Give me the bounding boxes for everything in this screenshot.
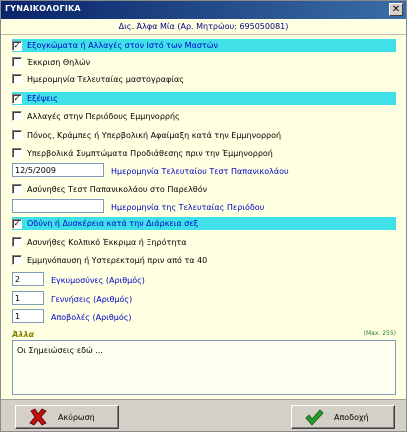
checkmark-icon: [304, 407, 324, 427]
pap-abnormal-checkbox[interactable]: [12, 184, 22, 194]
breast-section-header[interactable]: [12, 39, 396, 52]
window-title: ΓΥΝΑΙΚΟΛΟΓΙΚΑ: [5, 4, 81, 13]
period-changes-row[interactable]: [12, 109, 180, 123]
last-period-input[interactable]: [12, 199, 104, 213]
early-menopause-label: Εμμηνόπαυση ή Υστερεκτομή πριν από τα 40: [27, 255, 208, 265]
vaginal-discharge-checkbox[interactable]: [12, 237, 22, 247]
notes-max-label: (Max. 255): [363, 330, 396, 337]
breast-section-label: Εξογκώματα ή Αλλαγές στον Ιστό των Μαστών: [27, 41, 218, 50]
period-pain-row[interactable]: [12, 128, 281, 142]
premenstrual-symptoms-label: Υπερβολικά Συμπτώματα Προδιάθεσης πριν την Έμμηνορροή: [27, 148, 273, 158]
notes-textarea[interactable]: Οι Σημειώσεις εδώ ...: [12, 340, 396, 395]
last-period-label: Ημερομηνία της Τελευταίας Περιόδου: [111, 203, 265, 212]
vaginal-discharge-label: Ασυνήθες Κολπικό Έκκριμα ή Ξηρότητα: [27, 237, 187, 247]
pregnancies-input[interactable]: 2: [12, 272, 44, 286]
accept-button-label: Αποδοχή: [334, 412, 369, 422]
period-pain-label: Πόνος, Κράμπες ή Υπερβολική Αφαίμαξη κατά την Εμμηνορροή: [27, 130, 282, 140]
close-icon: ✕: [391, 3, 401, 15]
title-bar[interactable]: [1, 1, 406, 19]
vaginal-discharge-row[interactable]: [12, 235, 187, 249]
births-label: Γεννήσεις (Αριθμός): [51, 295, 133, 304]
pregnancies-label: Εγκυμοσύνες (Αριθμός): [51, 276, 145, 285]
pap-abnormal-label: Ασύνηθες Τεστ Παπανικολάου στο Παρελθόν: [27, 184, 208, 194]
patient-header: Δις. Άλφα Μία (Αρ. Μητρώου: 695050081): [1, 19, 406, 35]
period-pain-checkbox[interactable]: [12, 130, 22, 140]
nipple-discharge-checkbox[interactable]: [12, 57, 22, 67]
notes-label: Άλλα: [12, 330, 34, 339]
nipple-discharge-label: Έκκριση Θηλών: [27, 57, 91, 67]
intercourse-pain-checkbox[interactable]: ✓: [13, 218, 21, 228]
cancel-button[interactable]: [15, 405, 119, 429]
pap-abnormal-row[interactable]: [12, 182, 207, 196]
accept-button[interactable]: [291, 405, 395, 429]
period-changes-checkbox[interactable]: [12, 111, 22, 121]
pap-date-input[interactable]: 12/5/2009: [12, 163, 104, 177]
miscarriages-label: Αποβολές (Αριθμός): [51, 313, 132, 322]
close-button[interactable]: [389, 3, 403, 16]
intercourse-pain-section-header[interactable]: [12, 217, 396, 230]
nipple-discharge-row[interactable]: [12, 55, 90, 69]
breast-section-checkbox[interactable]: ✓: [13, 40, 21, 50]
intercourse-pain-label: Οδύνη ή Δυσκέρεια κατά την Διάρκεια σεξ: [27, 219, 199, 228]
last-mammography-row[interactable]: [12, 72, 184, 86]
exams-section-header[interactable]: [12, 92, 396, 105]
exams-section-checkbox[interactable]: ✓: [13, 93, 21, 103]
button-bar: [1, 399, 406, 431]
exams-section-label: Εξέψεις: [27, 94, 58, 103]
miscarriages-input[interactable]: 1: [12, 309, 44, 323]
cancel-x-icon: [28, 407, 48, 427]
last-mammography-checkbox[interactable]: [12, 74, 22, 84]
period-changes-label: Αλλαγές στην Περιόδους Εμμηνορρής: [27, 111, 180, 121]
pap-date-label: Ημερομηνία Τελευταίου Τεστ Παπανικολάου: [111, 167, 289, 176]
early-menopause-checkbox[interactable]: [12, 255, 22, 265]
cancel-button-label: Ακύρωση: [58, 412, 95, 422]
last-mammography-label: Ημερομηνία Τελευταίας μαστογραφίας: [27, 74, 184, 84]
births-input[interactable]: 1: [12, 291, 44, 305]
premenstrual-symptoms-checkbox[interactable]: [12, 148, 22, 158]
form-content: [1, 35, 406, 399]
early-menopause-row[interactable]: [12, 253, 207, 267]
premenstrual-symptoms-row[interactable]: [12, 146, 273, 160]
